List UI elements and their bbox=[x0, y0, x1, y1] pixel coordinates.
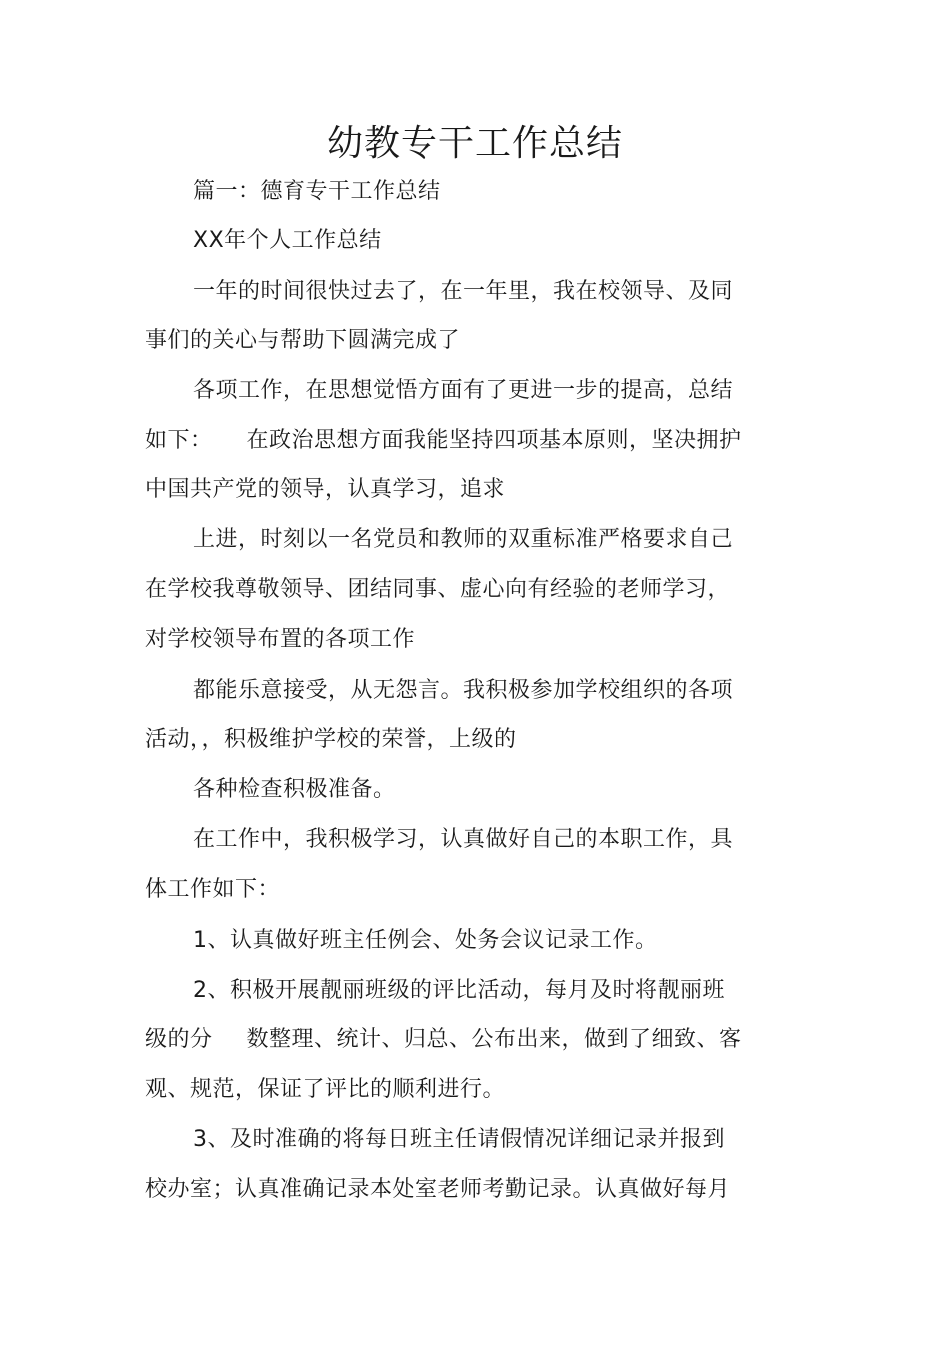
document-title: 幼教专干工作总结 bbox=[326, 123, 623, 164]
paragraph-line: 在工作中，我积极学习，认真做好自己的本职工作，具 bbox=[193, 827, 734, 852]
paragraph-line: 在学校我尊敬领导、团结同事、虚心向有经验的老师学习， bbox=[145, 577, 731, 602]
paragraph-line: 体工作如下： bbox=[145, 877, 281, 902]
list-item: 1、认真做好班主任例会、处务会议记录工作。 bbox=[193, 928, 658, 953]
subheading: XX年个人工作总结 bbox=[193, 228, 382, 253]
paragraph-fragment: 级的分 bbox=[145, 1027, 213, 1052]
paragraph-line: 各种检查积极准备。 bbox=[193, 777, 396, 802]
paragraph-line: 中国共产党的领导，认真学习，追求 bbox=[145, 477, 506, 502]
paragraph-fragment: 在政治思想方面我能坚持四项基本原则，坚决拥护 bbox=[246, 428, 742, 453]
paragraph-line: 校办室；认真准确记录本处室老师考勤记录。认真做好每月 bbox=[145, 1177, 731, 1202]
paragraph-line: 观、规范，保证了评比的顺利进行。 bbox=[145, 1077, 506, 1102]
paragraph-line: 都能乐意接受，从无怨言。我积极参加学校组织的各项 bbox=[193, 678, 734, 703]
paragraph-line: 对学校领导布置的各项工作 bbox=[145, 627, 416, 652]
paragraph-line: 事们的关心与帮助下圆满完成了 bbox=[145, 328, 461, 353]
list-item: 3、及时准确的将每日班主任请假情况详细记录并报到 bbox=[193, 1127, 725, 1152]
section-heading: 篇一：德育专干工作总结 bbox=[193, 179, 441, 204]
list-item: 2、积极开展靓丽班级的评比活动，每月及时将靓丽班 bbox=[193, 978, 725, 1003]
paragraph-line: 活动，，积极维护学校的荣誉，上级的 bbox=[145, 727, 517, 752]
paragraph-line: 各项工作，在思想觉悟方面有了更进一步的提高，总结 bbox=[193, 378, 734, 403]
paragraph-line: 上进，时刻以一名党员和教师的双重标准严格要求自己 bbox=[193, 527, 734, 552]
paragraph-fragment: 如下： bbox=[145, 428, 213, 453]
paragraph-line bbox=[145, 1024, 742, 1056]
paragraph-line: 一年的时间很快过去了，在一年里，我在校领导、及同 bbox=[193, 279, 734, 304]
paragraph-line bbox=[145, 425, 742, 457]
paragraph-fragment: 数整理、统计、归总、公布出来，做到了细致、客 bbox=[246, 1027, 742, 1052]
